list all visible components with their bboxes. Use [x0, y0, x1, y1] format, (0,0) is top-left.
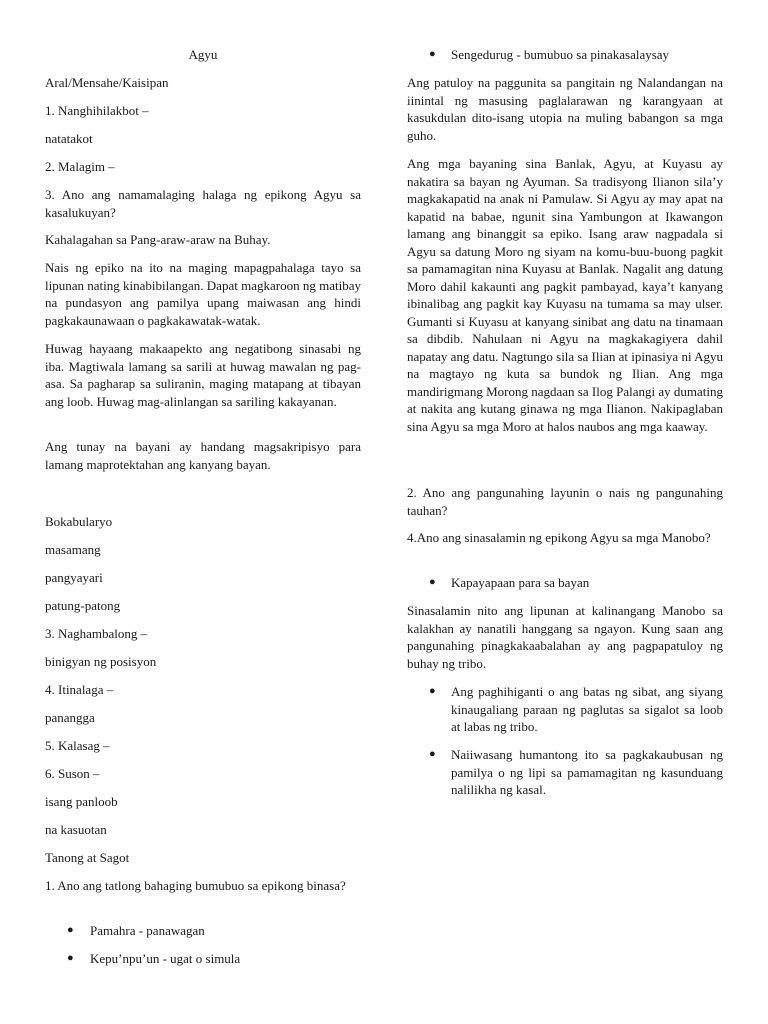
paragraph: Ang patuloy na paggunita sa pangitain ng Nalandangan na iinintal ng masusing paglalarawan ng karangyaan at kasukdulan dito-isang utopia na muling babangon sa mga guho. [407, 75, 723, 143]
question-2: 2. Ano ang pangunahing layunin o nais ng pangunahing tauhan? [407, 485, 723, 518]
section-heading-bokabularyo: Bokabularyo [45, 514, 113, 529]
list-item: ● Ang paghihiganti o ang batas ng sibat, ang siyang kinaugaliang paraan ng paglutas sa sigalot sa loob at labas ng tribo. [429, 684, 723, 734]
paragraph: Ang mga bayaning sina Banlak, Agyu, at Kuyasu ay nakatira sa bayan ng Ayuman. Sa tradisyong Ilianon sila’y magkakapatid na anak ni Pamulaw. Si Agyu ay may apat na kapatid na babae, ngunit sina Yambungon at Ikawangon lamang ang binanggit sa epiko. Isang araw nagpadala si Agyu sa datung Moro ng siyam na komu-buu-buong pagkit sa pamamagitan nina Kuyasu at Banlak. Nagalit ang datung Moro dahil kakaunti ang pagkit pambayad, kaya’t kanyang ibinalibag ang pagkit kay Kuyasu na tumama sa may ulser. Gumanti si Kuyasu at kanyang sinibat ang datu na tinamaan sa dibdib. Nahulaan ni Agyu na magkakagiyera dahil napatay ang datu. Nagtungo sila sa Ilian at ipinasiya ni Agyu na magtayo ng kuta sa bundok ng Ilian. Ang mga mandirigmang Morong nagdaan sa Ilog Palangi ay dumating at nakita ang kutang ginawa ng mga Ilianon. Nakipaglaban sina Agyu sa mga Moro at halos naubos ang mga kaaway. [407, 156, 723, 434]
bullet-icon: ● [429, 748, 436, 760]
vocab-definition: binigyan ng posisyon [45, 654, 157, 669]
paragraph: Nais ng epiko na ito na maging mapagpahalaga tayo sa lipunan nating kinabibilangan. Dapat magkaroon ng matibay na pundasyon ang pamilya upang maiwasan ang hindi pagkakaunawaan o pagkakawatak-watak. [45, 260, 361, 328]
vocab-item: 4. Itinalaga – [45, 682, 114, 697]
paragraph: Huwag hayaang makaapekto ang negatibong sinasabi ng iba. Magtiwala lamang sa sarili at huwag mawalan ng pag-asa. Sa pagharap sa suliranin, maging matapang at tibayan ang loob. Huwag mag-alinlangan sa sariling kakayanan. [45, 341, 361, 409]
question-1: 1. Ano ang tatlong bahaging bumubuo sa epikong binasa? [45, 878, 346, 893]
section-heading-aral: Aral/Mensahe/Kaisipan [45, 75, 169, 90]
bullet-icon: ● [67, 924, 74, 936]
list-item: ● Kepu’npu’un - ugat o simula [67, 951, 241, 966]
vocab-item: 2. Malagim – [45, 159, 115, 174]
list-item: ● Naiiwasang humantong ito sa pagkakaubusan ng pamilya o ng lipi sa pamamagitan ng kasunduang nalilikha ng kasal. [429, 747, 723, 797]
vocab-item: 6. Suson – [45, 766, 100, 781]
question-4: 4.Ano ang sinasalamin ng epikong Agyu sa mga Manobo? [407, 530, 711, 545]
vocab-item: 3. Naghambalong – [45, 626, 148, 641]
question-3: 3. Ano ang namamalaging halaga ng epikong Agyu sa kasalukuyan? [45, 187, 361, 220]
vocab-definition: panangga [45, 710, 95, 725]
vocab-definition: natatakot [45, 131, 93, 146]
vocab-item: 1. Nanghihilakbot – [45, 103, 149, 118]
paragraph: Sinasalamin nito ang lipunan at kalinangang Manobo sa kalakhan ay nanatili hanggang sa ngayon. Kung saan ang pangunahing pinagkakaabalahan ay ang pagpapatuloy ng buhay ng tribo. [407, 603, 723, 671]
vocab-definition: patung-patong [45, 598, 121, 613]
vocab-item: 5. Kalasag – [45, 738, 110, 753]
bullet-icon: ● [429, 48, 436, 60]
bullet-icon: ● [429, 685, 436, 697]
vocab-definition: pangyayari [45, 570, 103, 585]
list-item: ● Kapayapaan para sa bayan [429, 575, 590, 590]
bullet-icon: ● [429, 576, 436, 588]
list-item: ● Pamahra - panawagan [67, 923, 205, 938]
section-heading-tanong: Tanong at Sagot [45, 850, 130, 865]
section-heading-kahalagahan: Kahalagahan sa Pang-araw-araw na Buhay. [45, 232, 271, 247]
vocab-definition: na kasuotan [45, 822, 107, 837]
vocab-definition: masamang [45, 542, 101, 557]
document-title: Agyu [188, 47, 218, 62]
vocab-definition: isang panloob [45, 794, 118, 809]
list-item: ● Sengedurug - bumubuo sa pinakasalaysay [429, 47, 670, 62]
bullet-icon: ● [67, 952, 74, 964]
paragraph: Ang tunay na bayani ay handang magsakripisyo para lamang maprotektahan ang kanyang bayan. [45, 439, 361, 472]
